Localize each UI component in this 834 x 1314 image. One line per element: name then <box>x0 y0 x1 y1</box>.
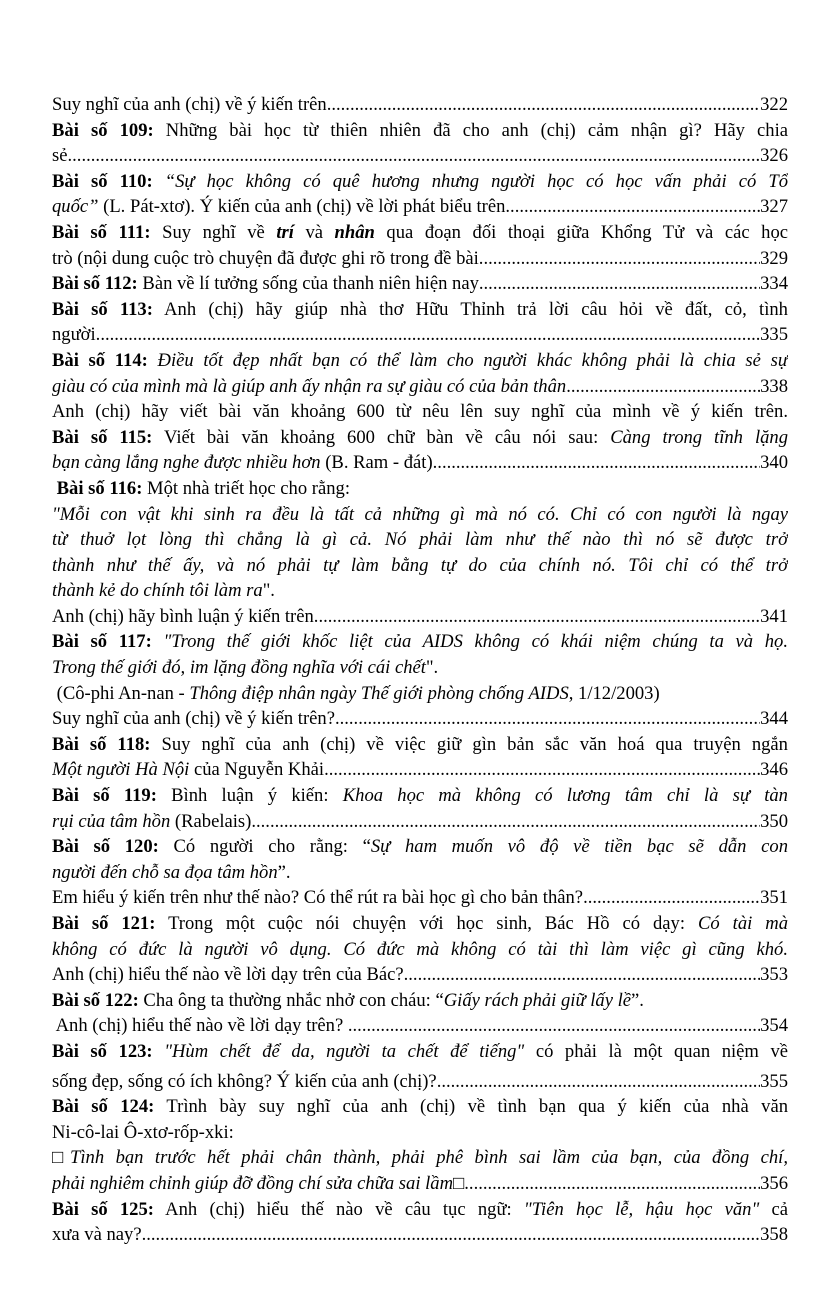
entry-quote: thành như thế ấy, và nó phải tự làm bằng tự do của chính nó. Tôi chỉ có thể trở <box>52 554 788 576</box>
entry-text: Anh (chị) hiểu thế nào về lời dạy trên? <box>52 1015 348 1037</box>
dot-leader <box>483 246 760 272</box>
entry-text: Anh (chị) hãy giúp nhà thơ Hữu Thỉnh trả lời câu hỏi về đất, cỏ, tình <box>152 298 788 320</box>
entry-text: và <box>293 221 335 243</box>
dot-leader <box>96 322 760 348</box>
entry-text: Trong một cuộc nói chuyện với học sinh, Bác Hồ có dạy: <box>155 913 698 934</box>
dot-leader <box>68 143 761 169</box>
entry-heading-113 <box>52 297 788 323</box>
entry-heading-109 <box>52 118 788 144</box>
entry-label: Bài số 124: <box>52 1096 155 1118</box>
entry-text: Ni-cô-lai Ô-xtơ-rốp-xki: <box>52 1121 234 1143</box>
page-number: 338 <box>760 375 788 397</box>
dot-leader <box>324 757 760 783</box>
citation-line <box>52 681 788 707</box>
entry-quote: Càng trong tĩnh lặng <box>610 426 788 448</box>
dot-leader <box>583 885 760 911</box>
page-number: 356 <box>760 1172 788 1194</box>
emphasis-word: nhân <box>334 221 375 243</box>
dot-leader <box>505 194 760 220</box>
entry-quote: Trong thế giới đó, im lặng đồng nghĩa với cái chết <box>52 657 426 679</box>
entry-heading-122 <box>52 988 788 1014</box>
page-number: 353 <box>760 964 788 986</box>
entry-label: Bài số 123: <box>52 1040 153 1062</box>
toc-entry <box>52 194 788 220</box>
dot-leader <box>251 809 760 835</box>
entry-text: Suy nghĩ về <box>150 221 277 243</box>
entry-quote: Thông điệp nhân ngày Thế giới phòng chống AIDS <box>189 682 569 704</box>
page-number: 340 <box>760 452 788 474</box>
entry-quote: "Trong thế giới khốc liệt của AIDS không có khái niệm chúng ta và họ. <box>151 631 788 653</box>
entry-text: Bàn về lí tưởng sống của thanh niên hiện nay <box>137 273 479 295</box>
page-number: 354 <box>760 1015 788 1037</box>
toc-entry <box>52 885 788 911</box>
entry-quote: "Tiên học lễ, hậu học văn" <box>523 1198 760 1220</box>
entry-text: cả <box>759 1198 788 1220</box>
entry-heading-114 <box>52 348 788 374</box>
entry-quote: “Sự học không có quê hương nhưng người học có học vấn phải có Tổ <box>152 170 788 192</box>
quote-line <box>52 578 788 604</box>
entry-text: Cha ông ta thường nhắc nhở con cháu: “ <box>138 989 444 1011</box>
entry-text: Viết bài văn khoảng 600 chữ bàn về câu nói sau: <box>152 426 611 448</box>
entry-label: Bài số 121: <box>52 913 156 934</box>
entry-text: ". <box>425 657 439 679</box>
toc-page <box>52 92 788 1248</box>
entry-text: , 1/12/2003) <box>568 682 660 704</box>
dot-leader <box>437 1069 760 1095</box>
quote-line <box>52 502 788 528</box>
entry-quote: từ thuở lọt lòng thì chẳng là gì cả. Nó phải làm như thế nào thì nó sẽ được trở <box>52 529 788 551</box>
dot-leader <box>142 1222 761 1248</box>
page-number: 355 <box>760 1070 788 1092</box>
entry-text: Suy nghĩ của anh (chị) về ý kiến trên <box>52 94 327 115</box>
entry-text: ”. <box>277 861 291 883</box>
entry-quote: Sự ham muốn vô độ về tiền bạc sẽ dẫn con <box>370 836 788 858</box>
entry-text: Suy nghĩ của anh (chị) về ý kiến trên? <box>52 708 335 730</box>
entry-text: Suy nghĩ của anh (chị) về việc giữ gìn bản sắc văn hoá qua truyện ngắn <box>150 733 788 755</box>
page-number: 326 <box>760 145 788 167</box>
page-number: 358 <box>760 1224 788 1246</box>
entry-label: Bài số 112: <box>52 273 138 295</box>
entry-text: Anh (chị) hiểu thế nào về lời dạy trên của Bác? <box>52 964 404 986</box>
entry-label: Bài số 117: <box>52 631 152 653</box>
toc-entry <box>52 809 788 835</box>
toc-entry <box>52 1171 788 1197</box>
quote-line <box>52 937 788 963</box>
entry-text: có phải là một quan niệm về <box>524 1040 788 1062</box>
toc-entry <box>52 757 788 783</box>
entry-label: Bài số 119: <box>52 785 157 807</box>
entry-quote: quốc” <box>52 196 99 218</box>
entry-text: người <box>52 324 96 346</box>
entry-heading-116 <box>52 476 788 502</box>
toc-entry <box>52 1222 788 1248</box>
entry-text: trò (nội dung cuộc trò chuyện đã được ghi rõ trong đề bài. <box>52 247 484 269</box>
quote-line <box>52 1145 788 1171</box>
page-number: 344 <box>760 708 788 730</box>
entry-label: Bài số 115: <box>52 426 153 448</box>
entry-quote: "Mỗi con vật khi sinh ra đều là tất cả những gì mà nó có. Chỉ có con người là ngay <box>52 503 788 525</box>
dot-leader <box>404 962 760 988</box>
entry-heading-117 <box>52 629 788 655</box>
entry-quote: "Hùm chết để da, người ta chết để tiếng" <box>152 1040 525 1062</box>
toc-entry <box>52 322 788 348</box>
entry-text: sống đẹp, sống có ích không? Ý kiến của anh (chị)? <box>52 1070 437 1092</box>
entry-text: Trình bày suy nghĩ của anh (chị) về tình bạn qua ý kiến của nhà văn <box>154 1096 788 1118</box>
entry-text: Một nhà triết học cho rằng: <box>142 477 350 499</box>
entry-text: của Nguyễn Khải <box>189 759 325 781</box>
page-number: 350 <box>760 810 788 832</box>
entry-heading-120 <box>52 834 788 860</box>
toc-entry <box>52 450 788 476</box>
entry-quote: Tình bạn trước hết phải chân thành, phải phê bình sai lầm của bạn, của đồng chí, <box>70 1147 788 1169</box>
entry-heading-125 <box>52 1197 788 1223</box>
entry-text: ”. <box>631 989 644 1011</box>
entry-quote: Khoa học mà không có lương tâm chỉ là sự tàn <box>342 785 788 807</box>
page-number: 335 <box>760 324 788 346</box>
entry-text: sẻ <box>52 145 68 167</box>
entry-label: Bài số 122: <box>52 989 139 1011</box>
entry-text: (Rabelais) <box>170 810 252 832</box>
entry-heading-124 <box>52 1094 788 1120</box>
toc-entry <box>52 1013 788 1039</box>
entry-label: Bài số 113: <box>52 298 153 320</box>
entry-text: Có người cho rằng: “ <box>158 836 371 858</box>
dot-leader <box>479 271 760 297</box>
page-number: 341 <box>760 605 788 627</box>
toc-entry <box>52 143 788 169</box>
dot-leader <box>335 706 760 732</box>
entry-quote: bạn càng lắng nghe được nhiều hơn <box>52 452 321 474</box>
page-number: 329 <box>760 247 788 269</box>
entry-quote: Giấy rách phải giữ lấy lề <box>443 989 632 1011</box>
entry-text: Bình luận ý kiến: <box>156 785 343 807</box>
entry-label: Bài số 116: <box>52 477 143 499</box>
entry-text: Anh (chị) hãy viết bài văn khoảng 600 từ nêu lên suy nghĩ của mình về ý kiến trên. <box>52 401 788 423</box>
page-number: 322 <box>760 94 788 115</box>
emphasis-word: trí <box>276 221 294 243</box>
entry-label: Bài số 110: <box>52 170 153 192</box>
entry-heading-115 <box>52 425 788 451</box>
entry-label: Bài số 111: <box>52 221 151 243</box>
entry-text: xưa và nay? <box>52 1224 142 1246</box>
entry-text: □ <box>453 1172 465 1194</box>
entry-quote: thành kẻ do chính tôi làm ra <box>52 580 263 602</box>
page-number: 334 <box>760 273 788 295</box>
entry-label: Bài số 114: <box>52 349 148 371</box>
entry-label: Bài số 118: <box>52 733 151 755</box>
entry-quote: rụi của tâm hồn <box>52 810 171 832</box>
toc-entry <box>52 246 788 272</box>
quote-line <box>52 655 788 681</box>
page-number: 351 <box>760 887 788 909</box>
toc-entry <box>52 1069 788 1095</box>
entry-line <box>52 1120 788 1146</box>
entry-text: ". <box>262 580 275 602</box>
entry-text: Anh (chị) hiểu thế nào về câu tục ngữ: <box>153 1198 524 1220</box>
quote-line <box>52 553 788 579</box>
entry-label: Bài số 125: <box>52 1198 154 1220</box>
dot-leader <box>464 1171 760 1197</box>
entry-line <box>52 399 788 425</box>
dot-leader <box>566 374 760 400</box>
entry-text: (B. Ram - đát) <box>320 452 433 474</box>
entry-text: Em hiểu ý kiến trên như thế nào? Có thể rút ra bài học gì cho bản thân? <box>52 887 584 909</box>
entry-quote: Một người Hà Nội <box>52 759 190 781</box>
entry-label: Bài số 109: <box>52 119 154 141</box>
entry-text: (L. Pát-xtơ). Ý kiến của anh (chị) về lời phát biểu trên <box>98 196 506 218</box>
toc-entry <box>52 604 788 630</box>
entry-heading-123 <box>52 1039 788 1065</box>
toc-entry <box>52 374 788 400</box>
dot-leader <box>348 1013 760 1039</box>
entry-text: qua đoạn đối thoại giữa Khổng Tử và các học <box>374 221 788 243</box>
dot-leader <box>433 450 760 476</box>
toc-entry <box>52 706 788 732</box>
quote-line <box>52 860 788 886</box>
entry-heading-111 <box>52 220 788 246</box>
dot-leader <box>314 604 760 630</box>
entry-quote: không có đức là người vô dụng. Có đức mà không có tài thì làm việc gì cũng khó. <box>52 938 788 960</box>
page-number: 346 <box>760 759 788 781</box>
entry-heading-110 <box>52 169 788 195</box>
entry-label: Bài số 120: <box>52 836 159 858</box>
toc-entry <box>52 92 788 118</box>
entry-quote: Có tài mà <box>698 913 788 934</box>
toc-entry <box>52 962 788 988</box>
entry-heading-119 <box>52 783 788 809</box>
entry-text: □ <box>52 1147 71 1169</box>
entry-heading-118 <box>52 732 788 758</box>
entry-text: Những bài học từ thiên nhiên đã cho anh (chị) cảm nhận gì? Hãy chia <box>153 119 788 141</box>
quote-line <box>52 527 788 553</box>
dot-leader <box>327 92 760 118</box>
entry-quote: người đến chỗ sa đọa tâm hồn <box>52 861 278 883</box>
entry-heading-121 <box>52 911 788 937</box>
page-number: 327 <box>760 196 788 218</box>
entry-text: Anh (chị) hãy bình luận ý kiến trên <box>52 605 314 627</box>
entry-text: (Cô-phi An-nan - <box>52 682 190 704</box>
toc-entry-112 <box>52 271 788 297</box>
entry-quote: giàu có của mình mà là giúp anh ấy nhận ra sự giàu có của bản thân <box>52 375 567 397</box>
entry-quote: phải nghiêm chỉnh giúp đỡ đồng chí sửa chữa sai lầm <box>52 1172 454 1194</box>
entry-quote: Điều tốt đẹp nhất bạn có thể làm cho người khác không phải là chia sẻ sự <box>147 349 788 371</box>
